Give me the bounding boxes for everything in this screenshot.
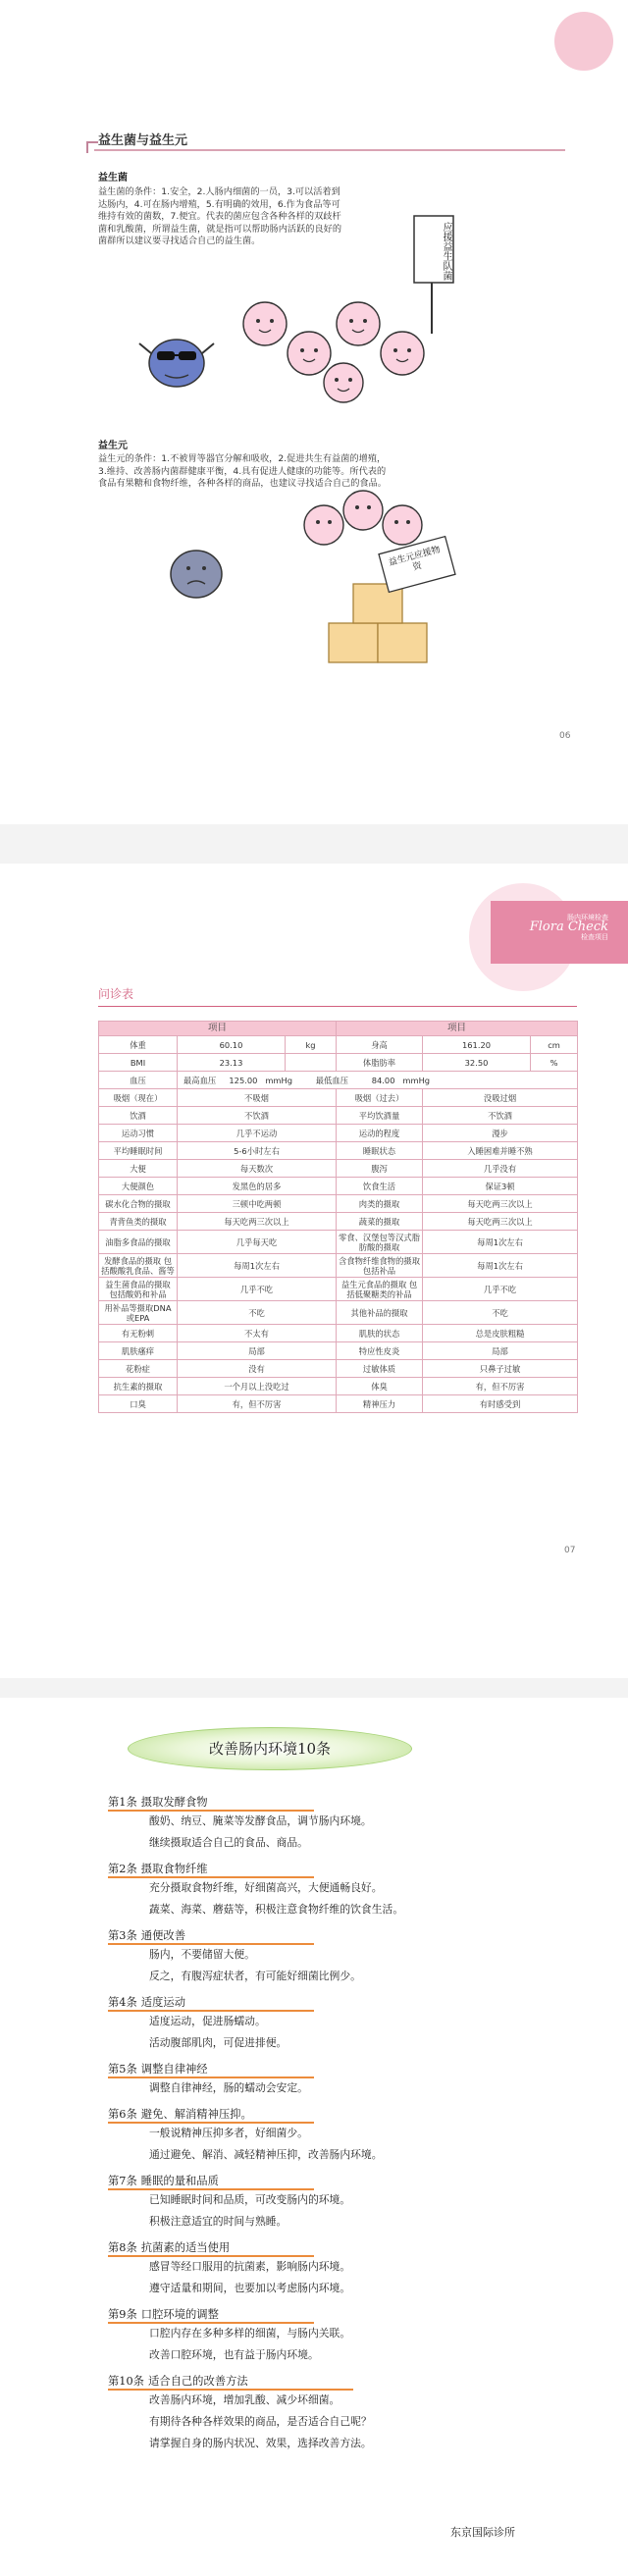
question-label: 有无粉刺 [99,1325,178,1342]
answer-value: 几乎不运动 [178,1125,337,1142]
answer-value: 每周1次左右 [423,1231,578,1254]
rule-description: 改善肠内环境，增加乳酸、减少坏细菌。 有期待各种各样效果的商品，是否适合自己呢？ 请掌握自身的肠内状况、效果，选择改善方法。 [149,2393,372,2449]
table-row: BMI 23.13 体脂肪率 32.50 % [99,1054,578,1072]
question-label: 吸烟（现在） [99,1089,178,1107]
answer-value: 每周1次左右 [423,1254,578,1278]
question-label: 大便 [99,1160,178,1178]
question-label: 饮食生活 [337,1178,423,1195]
answer-value: 局部 [178,1342,337,1360]
question-label: 抗生素的摄取 [99,1378,178,1395]
answer-value: 5-6小时左右 [178,1142,337,1160]
answer-value: 几乎不吃 [423,1278,578,1301]
rule-description: 充分摄取食物纤维，好细菌高兴，大便通畅良好。 蔬菜、海菜、蘑菇等，积极注意食物纤维的饮食生活。 [149,1881,404,1916]
rule-title: 避免、解消精神压抑。 [140,2108,252,2121]
question-label: 益生元食品的摄取 包括低聚糖类的补品 [337,1278,423,1301]
table-row [99,1278,578,1301]
rule-heading [108,2373,248,2389]
answer-value: 不太有 [178,1325,337,1342]
supply-tag-text: 益生元应援物资 [388,545,442,573]
question-label: 平均饮酒量 [337,1107,423,1125]
rule-number: 第9条 [108,2308,137,2321]
question-label: 发酵食品的摄取 包括酸酸乳食品、酱等 [99,1254,178,1278]
page-title: 益生菌与益生元 [98,133,188,148]
good-bacteria-group-icon [304,491,422,545]
question-label: 吸烟（过去） [337,1089,423,1107]
cheer-sign-text: 应援益生队菌 [441,222,451,281]
supply-boxes-icon [329,584,427,662]
answer-value: 没吸过烟 [423,1089,578,1107]
answer-value: 不吃 [178,1301,337,1325]
blood-pressure-row: 血压 最高血压 125.00 mmHg 最低血压 84.00 mmHg [99,1072,578,1089]
table-row [99,1178,578,1195]
probiotics-body: 益生菌的条件：1.安全，2.人肠内细菌的一员，3.可以活着到 达肠内，4.可在肠内增殖，5.有明确的效用，6.作为食品等可 维持有效的菌数，7.便宜。代表的菌应包含各种各样的双歧杆 菌和乳酸菌，所谓益生菌，就是指可以帮助肠内活跃的良好的 菌群所以建议要寻找适合自己的益生菌。 [98,186,342,247]
table-header-row [99,1022,578,1036]
table-row [99,1142,578,1160]
sad-bacteria-icon [171,551,222,598]
table-row: 体重 60.10 kg 身高 161.20 cm [99,1036,578,1054]
rule-description: 一般说精神压抑多者，好细菌少。 通过避免、解消、减轻精神压抑，改善肠内环境。 [149,2127,383,2161]
table-row [99,1378,578,1395]
answer-value: 几乎不吃 [178,1278,337,1301]
prebiotics-heading: 益生元 [98,441,128,451]
rule-description: 肠内，不要储留大便。 反之，有腹泻症状者，有可能好细菌比例少。 [149,1948,361,1982]
answer-value: 有，但不厉害 [178,1395,337,1413]
rule-number: 第6条 [108,2108,137,2121]
answer-value: 保证3顿 [423,1178,578,1195]
rule-number: 第7条 [108,2175,137,2187]
rule-heading [108,1861,208,1876]
question-label: 益生菌食品的摄取 包括酸奶和补品 [99,1278,178,1301]
prebiotics-body: 益生元的条件：1.不被胃等器官分解和吸收，2.促进共生有益菌的增殖， 3.维持、改善肠内菌群健康平衡，4.具有促进人健康的功能等。所代表的 食品有果糖和食物纤维，各种各样的商品，也建议寻找适合自己的食品。 [98,453,387,490]
page-number: 07 [564,1546,576,1555]
rule-description: 酸奶、纳豆、腌菜等发酵食品，调节肠内环境。 继续摄取适合自己的食品、商品。 [149,1814,372,1849]
rule-number: 第3条 [108,1929,137,1942]
question-label: 零食、汉堡包等汉式脂肪酸的摄取 [337,1231,423,1254]
question-label: 睡眠状态 [337,1142,423,1160]
table-row [99,1160,578,1178]
rule-title: 睡眠的量和品质 [140,2175,219,2187]
rule-title: 抗菌素的适当使用 [140,2241,231,2254]
answer-value: 局部 [423,1342,578,1360]
table-row [99,1125,578,1142]
question-label: 运动习惯 [99,1125,178,1142]
question-label: 平均睡眠时间 [99,1142,178,1160]
brand-title: Flora Check [529,920,608,934]
rule-heading [108,2239,230,2255]
answer-value: 总是皮肤粗糙 [423,1325,578,1342]
pink-corner-circle [554,12,613,71]
answer-value: 不吃 [423,1301,578,1325]
rule-title: 通便改善 [140,1929,185,1942]
header-left: 项目 [99,1022,337,1036]
header-right: 项目 [337,1022,578,1036]
question-label: 大便颜色 [99,1178,178,1195]
rule-number: 第8条 [108,2241,137,2254]
answer-value: 几乎每天吃 [178,1231,337,1254]
rule-number: 第10条 [108,2375,144,2388]
rule-description: 已知睡眠时间和品质，可改变肠内的环境。 积极注意适宜的时间与熟睡。 [149,2193,351,2228]
bad-bacteria-icon [139,340,214,387]
question-label: 蔬菜的摄取 [337,1213,423,1231]
answer-value: 有时感受到 [423,1395,578,1413]
questionnaire-table [98,1021,578,1413]
rule-description: 口腔内存在多种多样的细菌，与肠内关联。 改善口腔环境，也有益于肠内环境。 [149,2327,351,2361]
answer-value: 不饮酒 [423,1107,578,1125]
table-row [99,1325,578,1342]
answer-value: 每周1次左右 [178,1254,337,1278]
clinic-signature: 东京国际诊所 [450,2526,515,2539]
rule-title: 调整自律神经 [140,2063,208,2076]
answer-value: 漫步 [423,1125,578,1142]
question-label: 体臭 [337,1378,423,1395]
question-label: 口臭 [99,1395,178,1413]
question-label: 特应性皮炎 [337,1342,423,1360]
rule-title: 口腔环境的调整 [140,2308,219,2321]
question-label: 油脂多食品的摄取 [99,1231,178,1254]
questionnaire-title: 问诊表 [98,987,134,1001]
question-label: 含食物纤维食物的摄取 包括补品 [337,1254,423,1278]
question-label: 腹泻 [337,1160,423,1178]
answer-value: 几乎没有 [423,1160,578,1178]
table-row [99,1213,578,1231]
table-row [99,1107,578,1125]
table-row [99,1360,578,1378]
table-row [99,1254,578,1278]
good-bacteria-group-icon [243,302,424,402]
brand-sub: 检查项目 [581,933,608,941]
banner-title: 改善肠内环境10条 [208,1740,332,1758]
prebiotics-illustration [152,486,486,682]
rule-number: 第2条 [108,1863,137,1875]
answer-value: 一个月以上没吃过 [178,1378,337,1395]
rule-description: 感冒等经口服用的抗菌素，影响肠内环境。 遵守适量和期间，也要加以考虑肠内环境。 [149,2260,351,2294]
answer-value: 每天数次 [178,1160,337,1178]
title-rule [94,149,565,151]
brand-small: 肠内环境检查 [567,914,608,921]
answer-value: 每天吃两三次以上 [178,1213,337,1231]
question-label: 精神压力 [337,1395,423,1413]
rule-title: 摄取发酵食物 [140,1796,208,1809]
table-row [99,1342,578,1360]
question-label: 肉类的摄取 [337,1195,423,1213]
question-label: 用补品等摄取DNA或EPA [99,1301,178,1325]
table-row [99,1089,578,1107]
answer-value: 每天吃两三次以上 [423,1213,578,1231]
answer-value: 不吸烟 [178,1089,337,1107]
rule-number: 第4条 [108,1996,137,2009]
table-row [99,1231,578,1254]
probiotics-heading: 益生菌 [98,173,128,184]
rule-description: 适度运动，促进肠蠕动。 活动腹部肌肉，可促进排便。 [149,2015,288,2049]
question-label: 过敏体质 [337,1360,423,1378]
question-label: 肌肤瘙痒 [99,1342,178,1360]
table-row [99,1395,578,1413]
table-row [99,1301,578,1325]
answer-value: 只鼻子过敏 [423,1360,578,1378]
answer-value: 不饮酒 [178,1107,337,1125]
rule-number: 第1条 [108,1796,137,1809]
rule-title: 摄取食物纤维 [140,1863,208,1875]
rule-heading [108,1994,185,2010]
question-label: 饮酒 [99,1107,178,1125]
question-label: 其他补品的摄取 [337,1301,423,1325]
rule-heading [108,1794,208,1810]
page-number: 06 [559,731,571,741]
rule-heading [108,2306,219,2322]
answer-value: 每天吃两三次以上 [423,1195,578,1213]
question-label: 运动的程度 [337,1125,423,1142]
rule-heading [108,2061,208,2077]
question-label: 碳水化合物的摄取 [99,1195,178,1213]
answer-value: 没有 [178,1360,337,1378]
question-label: 花粉症 [99,1360,178,1378]
answer-value: 发黑色的居多 [178,1178,337,1195]
rule-title: 适合自己的改善方法 [147,2375,248,2388]
answer-value: 入睡困难并睡不熟 [423,1142,578,1160]
rule-heading [108,1927,185,1943]
brand-text [500,913,608,942]
answer-value: 三顿中吃两顿 [178,1195,337,1213]
rule-title: 适度运动 [140,1996,185,2009]
page-probiotics [0,0,628,824]
rule-description: 调整自律神经，肠的蠕动会安定。 [149,2081,308,2094]
rule-heading [108,2106,252,2122]
table-row [99,1195,578,1213]
title-rule [98,1006,577,1007]
page-ten-rules [0,1698,628,2576]
question-label: 肌肤的状态 [337,1325,423,1342]
page-questionnaire [0,864,628,1678]
answer-value: 有，但不厉害 [423,1378,578,1395]
question-label: 青背鱼类的摄取 [99,1213,178,1231]
rule-heading [108,2173,219,2188]
rule-number: 第5条 [108,2063,137,2076]
